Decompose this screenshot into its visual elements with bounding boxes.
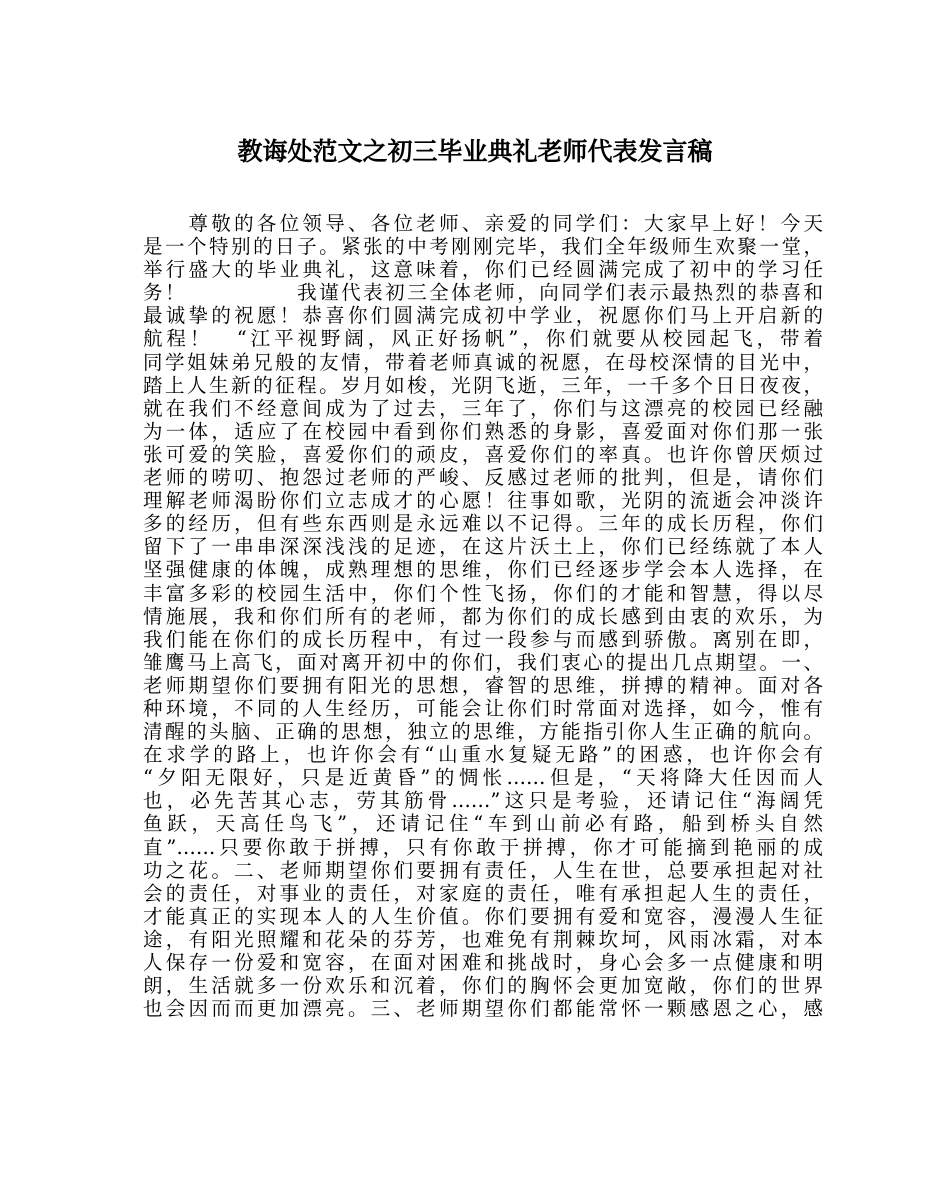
text-line: 也，必先苦其心志，劳其筋骨……”这只是考验，还请记住“海阔凭 xyxy=(143,789,823,813)
text-line: 丰富多彩的校园生活中，你们个性飞扬，你们的才能和智慧，得以尽 xyxy=(143,581,823,605)
text-line: 清醒的头脑、正确的思想，独立的思维，方能指引你人生正确的航向。 xyxy=(143,720,823,744)
text-line: 老师期望你们要拥有阳光的思想，睿智的思维，拼搏的精神。面对各 xyxy=(143,673,823,697)
text-line: 鱼跃，天高任鸟飞”，还请记住“车到山前必有路，船到桥头自然 xyxy=(143,812,823,836)
text-line: 情施展，我和你们所有的老师，都为你们的成长感到由衷的欢乐，为 xyxy=(143,604,823,628)
text-line: 坚强健康的体魄，成熟理想的思维，你们已经逐步学会本人选择，在 xyxy=(143,558,823,582)
body-paragraph xyxy=(143,212,823,1020)
text-line: 为一体，适应了在校园中看到你们熟悉的身影，喜爱面对你们那一张 xyxy=(143,419,823,443)
text-line: 留下了一串串深深浅浅的足迹，在这片沃土上，你们已经练就了本人 xyxy=(143,535,823,559)
text-line: 最诚挚的祝愿！恭喜你们圆满完成初中学业，祝愿你们马上开启新的 xyxy=(143,304,823,328)
text-line: 我们能在你们的成长历程中，有过一段参与而感到骄傲。离别在即， xyxy=(143,627,823,651)
text-line: 才能真正的实现本人的人生价值。你们要拥有爱和宽容，漫漫人生征 xyxy=(143,904,823,928)
text-line: 务！ 我谨代表初三全体老师，向同学们表示最热烈的恭喜和 xyxy=(143,281,823,305)
text-line: “夕阳无限好，只是近黄昏”的惆怅……但是，“天将降大任因而人 xyxy=(143,766,823,790)
text-line: 老师的唠叨、抱怨过老师的严峻、反感过老师的批判，但是，请你们 xyxy=(143,466,823,490)
text-line: 理解老师渴盼你们立志成才的心愿！往事如歌，光阴的流逝会冲淡许 xyxy=(143,489,823,513)
text-line: 直”……只要你敢于拼搏，只有你敢于拼搏，你才可能摘到艳丽的成 xyxy=(143,835,823,859)
text-line: 踏上人生新的征程。岁月如梭，光阴飞逝，三年，一千多个日日夜夜， xyxy=(143,373,823,397)
text-line: 种环境，不同的人生经历，可能会让你们时常面对选择，如今，惟有 xyxy=(143,696,823,720)
text-line: 同学姐妹弟兄般的友情，带着老师真诚的祝愿，在母校深情的目光中， xyxy=(143,350,823,374)
document-title: 教诲处范文之初三毕业典礼老师代表发言稿 xyxy=(237,137,713,166)
text-line: 朗，生活就多一份欢乐和沉着，你们的胸怀会更加宽敞，你们的世界 xyxy=(143,974,823,998)
text-line: 功之花。二、老师期望你们要拥有责任，人生在世，总要承担起对社 xyxy=(143,858,823,882)
text-line: 会的责任，对事业的责任，对家庭的责任，唯有承担起人生的责任， xyxy=(143,881,823,905)
text-line: 雏鹰马上高飞，面对离开初中的你们，我们衷心的提出几点期望。一、 xyxy=(143,650,823,674)
text-line: 举行盛大的毕业典礼，这意味着，你们已经圆满完成了初中的学习任 xyxy=(143,258,823,282)
text-line: 途，有阳光照耀和花朵的芬芳，也难免有荆棘坎坷，风雨冰霜，对本 xyxy=(143,927,823,951)
text-line: 尊敬的各位领导、各位老师、亲爱的同学们：大家早上好！今天 xyxy=(143,212,823,235)
text-line: 就在我们不经意间成为了过去，三年了，你们与这漂亮的校园已经融 xyxy=(143,396,823,420)
text-line: 是一个特别的日子。紧张的中考刚刚完毕，我们全年级师生欢聚一堂， xyxy=(143,235,823,259)
text-line: 航程！ “江平视野阔，风正好扬帆”，你们就要从校园起飞，带着 xyxy=(143,327,823,351)
text-line: 也会因而而更加漂亮。三、老师期望你们都能常怀一颗感恩之心，感 xyxy=(143,997,823,1021)
text-line: 多的经历，但有些东西则是永远难以不记得。三年的成长历程，你们 xyxy=(143,512,823,536)
text-line: 张可爱的笑脸，喜爱你们的顽皮，喜爱你们的率真。也许你曾厌烦过 xyxy=(143,442,823,466)
text-line: 在求学的路上，也许你会有“山重水复疑无路”的困惑，也许你会有 xyxy=(143,743,823,767)
text-line: 人保存一份爱和宽容，在面对困难和挑战时，身心会多一点健康和明 xyxy=(143,951,823,974)
